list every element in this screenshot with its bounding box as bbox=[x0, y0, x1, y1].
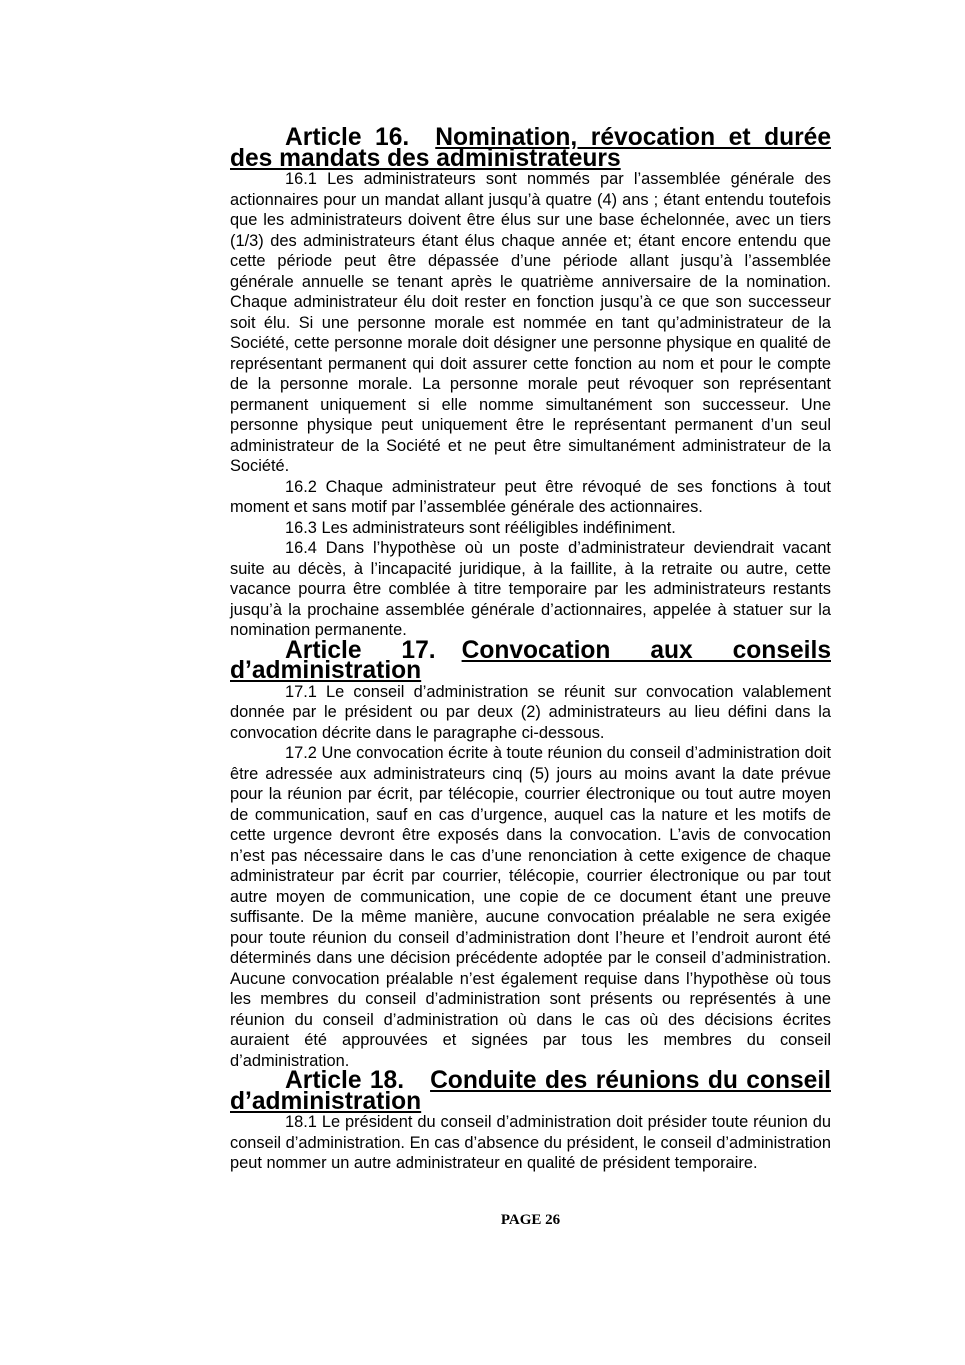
article-16-label: Article 16. bbox=[285, 124, 410, 151]
paragraph-18-1: 18.1 Le président du conseil d’administration doit présider toute réunion du conseil d’administration. En cas d’absence du président, le conseil d’administration peut nommer un autre administrateur en qualité de président temporaire. bbox=[230, 1113, 831, 1172]
article-18-title: Conduite des réunions du conseil d’administration bbox=[230, 1067, 831, 1115]
page-number: PAGE 26 bbox=[500, 1212, 561, 1228]
article-17-title: Convocation aux conseils d’administration bbox=[230, 636, 831, 684]
paragraph-17-2: 17.2 Une convocation écrite à toute réunion du conseil d’administration doit être adressée aux administrateurs cinq (5) jours au moins avant la date prévue pour la réunion par écrit, par télécopie, courrier électronique ou tout autre moyen de communication, sauf en cas d’urgence, auquel cas la nature et les motifs de cette urgence devront être exposés dans la convocation. L’avis de convocation n’est pas nécessaire dans le cas d’une renonciation à cette exigence de chaque administrateur par écrit par courrier, télécopie, courrier électronique ou par tout autre moyen de communication, une copie de ce document étant une preuve suffisante. De la même manière, aucune convocation préalable ne sera exigée pour toute réunion du conseil d’administration dont l’heure et l’endroit auront été déterminés dans une décision précédente adoptée par le conseil d’administration. Aucune convocation préalable n’est également requise dans l’hypothèse où tous les membres du conseil d’administration sont présents ou représentés à une réunion du conseil d’administration où dans le cas où des décisions écrites auraient été approuvées et signées par tous les membres du conseil d’administration. bbox=[230, 744, 831, 1070]
article-18-heading bbox=[230, 1067, 831, 1115]
article-17-heading bbox=[230, 636, 831, 684]
paragraph-16-2: 16.2 Chaque administrateur peut être révoqué de ses fonctions à tout moment et sans motif par l’assemblée générale des actionnaires. bbox=[230, 477, 831, 516]
article-16-title: Nomination, révocation et durée des mandats des administrateurs bbox=[230, 124, 831, 172]
paragraph-16-3: 16.3 Les administrateurs sont rééligibles indéfiniment. bbox=[285, 518, 676, 537]
paragraph-17-1: 17.1 Le conseil d’administration se réunit sur convocation valablement donnée par le président ou par deux (2) administrateurs au lieu défini dans la convocation décrite dans le paragraphe ci-dessous. bbox=[230, 682, 831, 742]
document-body bbox=[230, 124, 831, 1174]
paragraph-16-4: 16.4 Dans l’hypothèse où un poste d’administrateur deviendrait vacant suite au décès, à l’incapacité juridique, à la faillite, à la retraite ou autre, cette vacance pourra être comblée à titre temporaire par les administrateurs restants jusqu’à la prochaine assemblée générale d’actionnaires, appelée à statuer sur la nomination permanente. bbox=[230, 539, 831, 639]
paragraph-16-1: 16.1 Les administrateurs sont nommés par l’assemblée générale des actionnaires pour un mandat allant jusqu’à quatre (4) ans ; étant entendu toutefois que les administrateurs doivent être élus sur une base échelonnée, avec un tiers (1/3) des administrateurs étant élus chaque année et; étant encore entendu que cette période peut être dépassée d’une période allant jusqu’à l’assemblée générale annuelle se tenant après le quatrième anniversaire de la nomination. Chaque administrateur élu doit rester en fonction jusqu’à ce que son successeur soit élu. Si une personne morale est nommée en tant qu’administrateur de la Société, cette personne morale doit désigner une personne physique en qualité de représentant permanent qui doit assurer cette fonction au nom et pour le compte de la personne morale. La personne morale peut révoquer son représentant permanent uniquement si elle nomme simultanément son successeur. Une personne physique peut uniquement être le représentant permanent d’un seul administrateur de la Société et ne peut être simultanément administrateur de la Société. bbox=[230, 170, 831, 475]
article-18-label: Article 18. bbox=[285, 1067, 405, 1094]
article-16-heading bbox=[230, 124, 831, 172]
article-17-label: Article 17. bbox=[285, 636, 436, 664]
